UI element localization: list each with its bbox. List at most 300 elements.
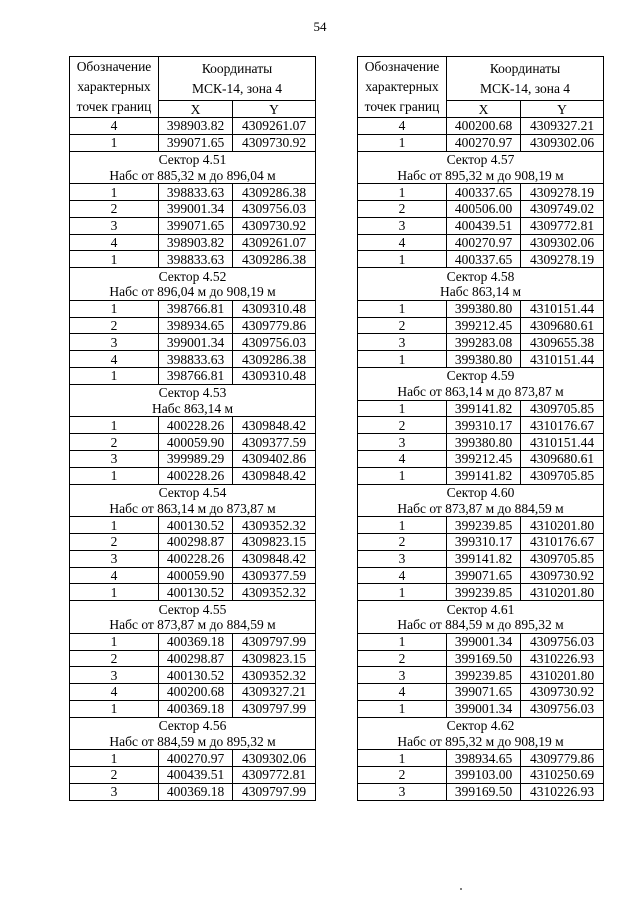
x-coordinate-cell: 400270.97: [159, 750, 233, 767]
y-coordinate-cell: 4310201.80: [521, 584, 604, 601]
header-point-line-3: точек границ: [76, 99, 152, 114]
x-coordinate-cell: 400059.90: [159, 434, 233, 451]
point-number-cell: 1: [358, 134, 447, 151]
point-number-cell: 2: [70, 650, 159, 667]
table-row: [70, 200, 316, 217]
x-coordinate-cell: 399103.00: [447, 767, 521, 784]
sector-title-row: [358, 601, 604, 617]
point-number-cell: 3: [358, 217, 447, 234]
table-row: [70, 134, 316, 151]
y-coordinate-cell: 4309779.86: [521, 750, 604, 767]
point-number-cell: 1: [70, 367, 159, 384]
point-number-cell: 1: [358, 251, 447, 268]
point-number-cell: 3: [358, 334, 447, 351]
table-row: [358, 134, 604, 151]
x-coordinate-cell: 399239.85: [447, 667, 521, 684]
table-row: [358, 234, 604, 251]
x-coordinate-cell: 399239.85: [447, 517, 521, 534]
y-coordinate-cell: 4309823.15: [233, 533, 316, 550]
x-coordinate-cell: 400228.26: [159, 550, 233, 567]
x-coordinate-cell: 399169.50: [447, 783, 521, 800]
page-number: 54: [313, 19, 327, 34]
table-row: [70, 217, 316, 234]
height-range-row: [70, 401, 316, 417]
table-row: [70, 550, 316, 567]
point-number-cell: 4: [70, 567, 159, 584]
height-range-row: [70, 500, 316, 516]
x-coordinate-cell: 399310.17: [447, 533, 521, 550]
header-point-designation: [358, 57, 447, 118]
table-row: [358, 217, 604, 234]
y-coordinate-cell: 4309352.32: [233, 667, 316, 684]
point-number-cell: 1: [70, 467, 159, 484]
right-table-body: [358, 118, 604, 801]
y-coordinate-cell: 4309286.38: [233, 184, 316, 201]
x-coordinate-cell: 399071.65: [447, 684, 521, 701]
y-coordinate-cell: 4309261.07: [233, 118, 316, 135]
point-number-cell: 3: [70, 783, 159, 800]
point-number-cell: 2: [70, 767, 159, 784]
y-coordinate-cell: 4309278.19: [521, 251, 604, 268]
header-coordinates: [159, 57, 316, 101]
y-coordinate-cell: 4309756.03: [521, 633, 604, 650]
y-coordinate-cell: 4310226.93: [521, 783, 604, 800]
point-number-cell: 3: [70, 450, 159, 467]
y-coordinate-cell: 4310250.69: [521, 767, 604, 784]
y-coordinate-cell: 4309797.99: [233, 633, 316, 650]
x-coordinate-cell: 399989.29: [159, 450, 233, 467]
sector-title-row: [358, 268, 604, 284]
point-number-cell: 4: [358, 567, 447, 584]
header-point-line-2: характерных: [77, 79, 151, 94]
x-coordinate-cell: 398833.63: [159, 351, 233, 368]
x-coordinate-cell: 400369.18: [159, 700, 233, 717]
point-number-cell: 2: [70, 317, 159, 334]
point-number-cell: 3: [70, 667, 159, 684]
x-coordinate-cell: 399071.65: [159, 217, 233, 234]
y-coordinate-cell: 4309823.15: [233, 650, 316, 667]
y-coordinate-cell: 4309730.92: [521, 567, 604, 584]
point-number-cell: 2: [358, 417, 447, 434]
height-range-row: [358, 284, 604, 300]
x-coordinate-cell: 399141.82: [447, 400, 521, 417]
x-coordinate-cell: 399212.45: [447, 450, 521, 467]
table-row: [358, 317, 604, 334]
height-range: Набс 863,14 м: [358, 284, 604, 300]
y-coordinate-cell: 4309779.86: [233, 317, 316, 334]
point-number-cell: 1: [358, 700, 447, 717]
sector-title: Сектор 4.62: [358, 717, 604, 733]
height-range-row: [358, 733, 604, 749]
table-row: [70, 667, 316, 684]
table-row: [70, 700, 316, 717]
header-coordinates-line-2: МСК-14, зона 4: [479, 80, 571, 96]
sector-title-row: [70, 384, 316, 400]
point-number-cell: 1: [358, 750, 447, 767]
x-coordinate-cell: 400506.00: [447, 200, 521, 217]
y-coordinate-cell: 4310201.80: [521, 667, 604, 684]
point-number-cell: 4: [358, 118, 447, 135]
header-y: Y: [521, 101, 604, 118]
height-range: Набс от 896,04 м до 908,19 м: [70, 284, 316, 300]
table-row: [358, 783, 604, 800]
table-row: [70, 251, 316, 268]
header-coordinates-line-2: МСК-14, зона 4: [191, 80, 283, 96]
height-range: Набс от 863,14 м до 873,87 м: [358, 384, 604, 400]
height-range: Набс 863,14 м: [70, 401, 316, 417]
y-coordinate-cell: 4309730.92: [233, 134, 316, 151]
x-coordinate-cell: 399380.80: [447, 351, 521, 368]
y-coordinate-cell: 4310176.67: [521, 417, 604, 434]
table-row: [70, 584, 316, 601]
height-range: Набс от 863,14 м до 873,87 м: [70, 500, 316, 516]
y-coordinate-cell: 4309797.99: [233, 783, 316, 800]
sector-title-row: [70, 268, 316, 284]
x-coordinate-cell: 400130.52: [159, 584, 233, 601]
height-range-row: [70, 733, 316, 749]
x-coordinate-cell: 398903.82: [159, 234, 233, 251]
sector-title-row: [70, 484, 316, 500]
y-coordinate-cell: 4309310.48: [233, 367, 316, 384]
point-number-cell: 2: [70, 200, 159, 217]
table-row: [358, 584, 604, 601]
height-range-row: [358, 384, 604, 400]
coordinates-table-left: [69, 56, 316, 801]
table-row: [358, 633, 604, 650]
point-number-cell: 4: [358, 684, 447, 701]
point-number-cell: 3: [358, 434, 447, 451]
table-row: [70, 783, 316, 800]
height-range: Набс от 885,32 м до 896,04 м: [70, 167, 316, 183]
x-coordinate-cell: 400298.87: [159, 533, 233, 550]
y-coordinate-cell: 4309377.59: [233, 434, 316, 451]
height-range: Набс от 895,32 м до 908,19 м: [358, 167, 604, 183]
height-range: Набс от 873,87 м до 884,59 м: [70, 617, 316, 633]
header-point-line-2: характерных: [365, 79, 439, 94]
y-coordinate-cell: 4309730.92: [233, 217, 316, 234]
table-row: [358, 118, 604, 135]
point-number-cell: 4: [70, 351, 159, 368]
table-row: [70, 567, 316, 584]
table-row: [70, 633, 316, 650]
point-number-cell: 1: [70, 633, 159, 650]
y-coordinate-cell: 4309848.42: [233, 550, 316, 567]
point-number-cell: 1: [358, 633, 447, 650]
point-number-cell: 1: [70, 184, 159, 201]
y-coordinate-cell: 4309756.03: [521, 700, 604, 717]
table-row: [70, 434, 316, 451]
sector-title-row: [70, 151, 316, 167]
x-coordinate-cell: 400337.65: [447, 184, 521, 201]
sector-title: Сектор 4.54: [70, 484, 316, 500]
x-coordinate-cell: 400200.68: [447, 118, 521, 135]
table-row: [358, 467, 604, 484]
y-coordinate-cell: 4309327.21: [521, 118, 604, 135]
y-coordinate-cell: 4309278.19: [521, 184, 604, 201]
x-coordinate-cell: 400337.65: [447, 251, 521, 268]
point-number-cell: 2: [358, 533, 447, 550]
height-range: Набс от 873,87 м до 884,59 м: [358, 500, 604, 516]
table-row: [358, 567, 604, 584]
table-row: [358, 767, 604, 784]
sector-title: Сектор 4.52: [70, 268, 316, 284]
sector-title-row: [70, 601, 316, 617]
table-row: [70, 184, 316, 201]
height-range-row: [358, 500, 604, 516]
y-coordinate-cell: 4309286.38: [233, 251, 316, 268]
table-row: [70, 351, 316, 368]
y-coordinate-cell: 4309680.61: [521, 317, 604, 334]
x-coordinate-cell: 398833.63: [159, 251, 233, 268]
point-number-cell: 1: [358, 400, 447, 417]
sector-title-row: [358, 484, 604, 500]
table-row: [358, 684, 604, 701]
table-row: [358, 184, 604, 201]
table-row: [70, 417, 316, 434]
point-number-cell: 1: [70, 134, 159, 151]
x-coordinate-cell: 399380.80: [447, 434, 521, 451]
x-coordinate-cell: 399141.82: [447, 467, 521, 484]
point-number-cell: 2: [70, 434, 159, 451]
y-coordinate-cell: 4309848.42: [233, 467, 316, 484]
table-row: [358, 300, 604, 317]
sector-title-row: [358, 151, 604, 167]
table-row: [70, 334, 316, 351]
point-number-cell: 1: [70, 417, 159, 434]
table-row: [358, 700, 604, 717]
x-coordinate-cell: 399212.45: [447, 317, 521, 334]
y-coordinate-cell: 4309772.81: [521, 217, 604, 234]
x-coordinate-cell: 400200.68: [159, 684, 233, 701]
y-coordinate-cell: 4310176.67: [521, 533, 604, 550]
y-coordinate-cell: 4309302.06: [521, 234, 604, 251]
x-coordinate-cell: 399141.82: [447, 550, 521, 567]
x-coordinate-cell: 400369.18: [159, 633, 233, 650]
table-row: [70, 467, 316, 484]
point-number-cell: 2: [358, 767, 447, 784]
y-coordinate-cell: 4309848.42: [233, 417, 316, 434]
y-coordinate-cell: 4309310.48: [233, 300, 316, 317]
point-number-cell: 1: [358, 467, 447, 484]
x-coordinate-cell: 400059.90: [159, 567, 233, 584]
point-number-cell: 3: [358, 550, 447, 567]
height-range-row: [70, 284, 316, 300]
table-row: [70, 118, 316, 135]
y-coordinate-cell: 4309655.38: [521, 334, 604, 351]
y-coordinate-cell: 4309377.59: [233, 567, 316, 584]
point-number-cell: 2: [358, 650, 447, 667]
table-row: [358, 750, 604, 767]
y-coordinate-cell: 4309756.03: [233, 200, 316, 217]
x-coordinate-cell: 400130.52: [159, 517, 233, 534]
table-row: [70, 750, 316, 767]
point-number-cell: 1: [70, 517, 159, 534]
point-number-cell: 4: [358, 450, 447, 467]
point-number-cell: 3: [70, 217, 159, 234]
table-row: [70, 300, 316, 317]
table-row: [70, 450, 316, 467]
x-coordinate-cell: 400270.97: [447, 234, 521, 251]
y-coordinate-cell: 4309705.85: [521, 550, 604, 567]
y-coordinate-cell: 4309261.07: [233, 234, 316, 251]
table-row: [358, 450, 604, 467]
height-range-row: [358, 617, 604, 633]
point-number-cell: 1: [358, 351, 447, 368]
x-coordinate-cell: 399001.34: [447, 633, 521, 650]
y-coordinate-cell: 4309756.03: [233, 334, 316, 351]
x-coordinate-cell: 398903.82: [159, 118, 233, 135]
y-coordinate-cell: 4309730.92: [521, 684, 604, 701]
y-coordinate-cell: 4310226.93: [521, 650, 604, 667]
sector-title: Сектор 4.61: [358, 601, 604, 617]
point-number-cell: 1: [358, 517, 447, 534]
height-range: Набс от 884,59 м до 895,32 м: [358, 617, 604, 633]
point-number-cell: 1: [358, 184, 447, 201]
y-coordinate-cell: 4309772.81: [233, 767, 316, 784]
header-point-line-3: точек границ: [364, 99, 440, 114]
header-coordinates-line-1: Координаты: [489, 60, 561, 76]
x-coordinate-cell: 399239.85: [447, 584, 521, 601]
x-coordinate-cell: 398934.65: [159, 317, 233, 334]
x-coordinate-cell: 399380.80: [447, 300, 521, 317]
x-coordinate-cell: 400270.97: [447, 134, 521, 151]
y-coordinate-cell: 4309327.21: [233, 684, 316, 701]
point-number-cell: 1: [70, 584, 159, 601]
height-range: Набс от 884,59 м до 895,32 м: [70, 733, 316, 749]
x-coordinate-cell: 399001.34: [159, 334, 233, 351]
table-row: [70, 767, 316, 784]
y-coordinate-cell: 4309705.85: [521, 400, 604, 417]
x-coordinate-cell: 399071.65: [159, 134, 233, 151]
point-number-cell: 4: [70, 234, 159, 251]
x-coordinate-cell: 400228.26: [159, 467, 233, 484]
y-coordinate-cell: 4309302.06: [521, 134, 604, 151]
table-row: [358, 550, 604, 567]
header-point-designation: [70, 57, 159, 118]
x-coordinate-cell: 400130.52: [159, 667, 233, 684]
table-row: [70, 317, 316, 334]
x-coordinate-cell: 399283.08: [447, 334, 521, 351]
point-number-cell: 2: [70, 533, 159, 550]
x-coordinate-cell: 400439.51: [447, 217, 521, 234]
sector-title: Сектор 4.51: [70, 151, 316, 167]
table-row: [358, 251, 604, 268]
y-coordinate-cell: 4310151.44: [521, 351, 604, 368]
table-row: [358, 417, 604, 434]
sector-title: Сектор 4.56: [70, 717, 316, 733]
table-row: [358, 400, 604, 417]
header-point-line-1: Обозначение: [76, 59, 152, 74]
y-coordinate-cell: 4310151.44: [521, 434, 604, 451]
y-coordinate-cell: 4310151.44: [521, 300, 604, 317]
point-number-cell: 4: [358, 234, 447, 251]
point-number-cell: 1: [70, 300, 159, 317]
y-coordinate-cell: 4309352.32: [233, 584, 316, 601]
point-number-cell: 3: [70, 334, 159, 351]
point-number-cell: 4: [70, 118, 159, 135]
table-row: [358, 650, 604, 667]
x-coordinate-cell: 399071.65: [447, 567, 521, 584]
table-row: [70, 367, 316, 384]
y-coordinate-cell: 4309302.06: [233, 750, 316, 767]
header-y: Y: [233, 101, 316, 118]
table-row: [70, 650, 316, 667]
table-row: [358, 200, 604, 217]
y-coordinate-cell: 4309402.86: [233, 450, 316, 467]
sector-title-row: [70, 717, 316, 733]
point-number-cell: 1: [358, 300, 447, 317]
point-number-cell: 2: [358, 317, 447, 334]
x-coordinate-cell: 399001.34: [447, 700, 521, 717]
table-row: [358, 434, 604, 451]
header-coordinates-line-1: Координаты: [201, 60, 273, 76]
y-coordinate-cell: 4309705.85: [521, 467, 604, 484]
header-coordinates: [447, 57, 604, 101]
table-row: [70, 234, 316, 251]
point-number-cell: 1: [358, 584, 447, 601]
point-number-cell: 3: [358, 667, 447, 684]
sector-title: Сектор 4.58: [358, 268, 604, 284]
height-range-row: [70, 167, 316, 183]
height-range: Набс от 895,32 м до 908,19 м: [358, 733, 604, 749]
header-point-line-1: Обозначение: [364, 59, 440, 74]
table-row: [358, 351, 604, 368]
x-coordinate-cell: 398766.81: [159, 300, 233, 317]
height-range-row: [70, 617, 316, 633]
point-number-cell: 1: [70, 251, 159, 268]
left-table-body: [70, 118, 316, 801]
table-row: [70, 517, 316, 534]
x-coordinate-cell: 400439.51: [159, 767, 233, 784]
table-row: [70, 533, 316, 550]
sector-title: Сектор 4.55: [70, 601, 316, 617]
x-coordinate-cell: 400228.26: [159, 417, 233, 434]
y-coordinate-cell: 4309286.38: [233, 351, 316, 368]
point-number-cell: 2: [358, 200, 447, 217]
sector-title: Сектор 4.57: [358, 151, 604, 167]
y-coordinate-cell: 4309749.02: [521, 200, 604, 217]
x-coordinate-cell: 399310.17: [447, 417, 521, 434]
y-coordinate-cell: 4309797.99: [233, 700, 316, 717]
header-x: X: [159, 101, 233, 118]
sector-title-row: [358, 717, 604, 733]
sector-title: Сектор 4.53: [70, 384, 316, 400]
y-coordinate-cell: 4310201.80: [521, 517, 604, 534]
y-coordinate-cell: 4309680.61: [521, 450, 604, 467]
x-coordinate-cell: 399169.50: [447, 650, 521, 667]
x-coordinate-cell: 398934.65: [447, 750, 521, 767]
x-coordinate-cell: 400369.18: [159, 783, 233, 800]
point-number-cell: 1: [70, 700, 159, 717]
table-row: [358, 517, 604, 534]
x-coordinate-cell: 399001.34: [159, 200, 233, 217]
point-number-cell: 4: [70, 684, 159, 701]
sector-title-row: [358, 367, 604, 383]
height-range-row: [358, 167, 604, 183]
point-number-cell: 3: [358, 783, 447, 800]
y-coordinate-cell: 4309352.32: [233, 517, 316, 534]
table-row: [70, 684, 316, 701]
table-row: [358, 533, 604, 550]
sector-title: Сектор 4.59: [358, 367, 604, 383]
table-row: [358, 334, 604, 351]
header-x: X: [447, 101, 521, 118]
point-number-cell: 3: [70, 550, 159, 567]
point-number-cell: 1: [70, 750, 159, 767]
x-coordinate-cell: 400298.87: [159, 650, 233, 667]
table-row: [358, 667, 604, 684]
sector-title: Сектор 4.60: [358, 484, 604, 500]
